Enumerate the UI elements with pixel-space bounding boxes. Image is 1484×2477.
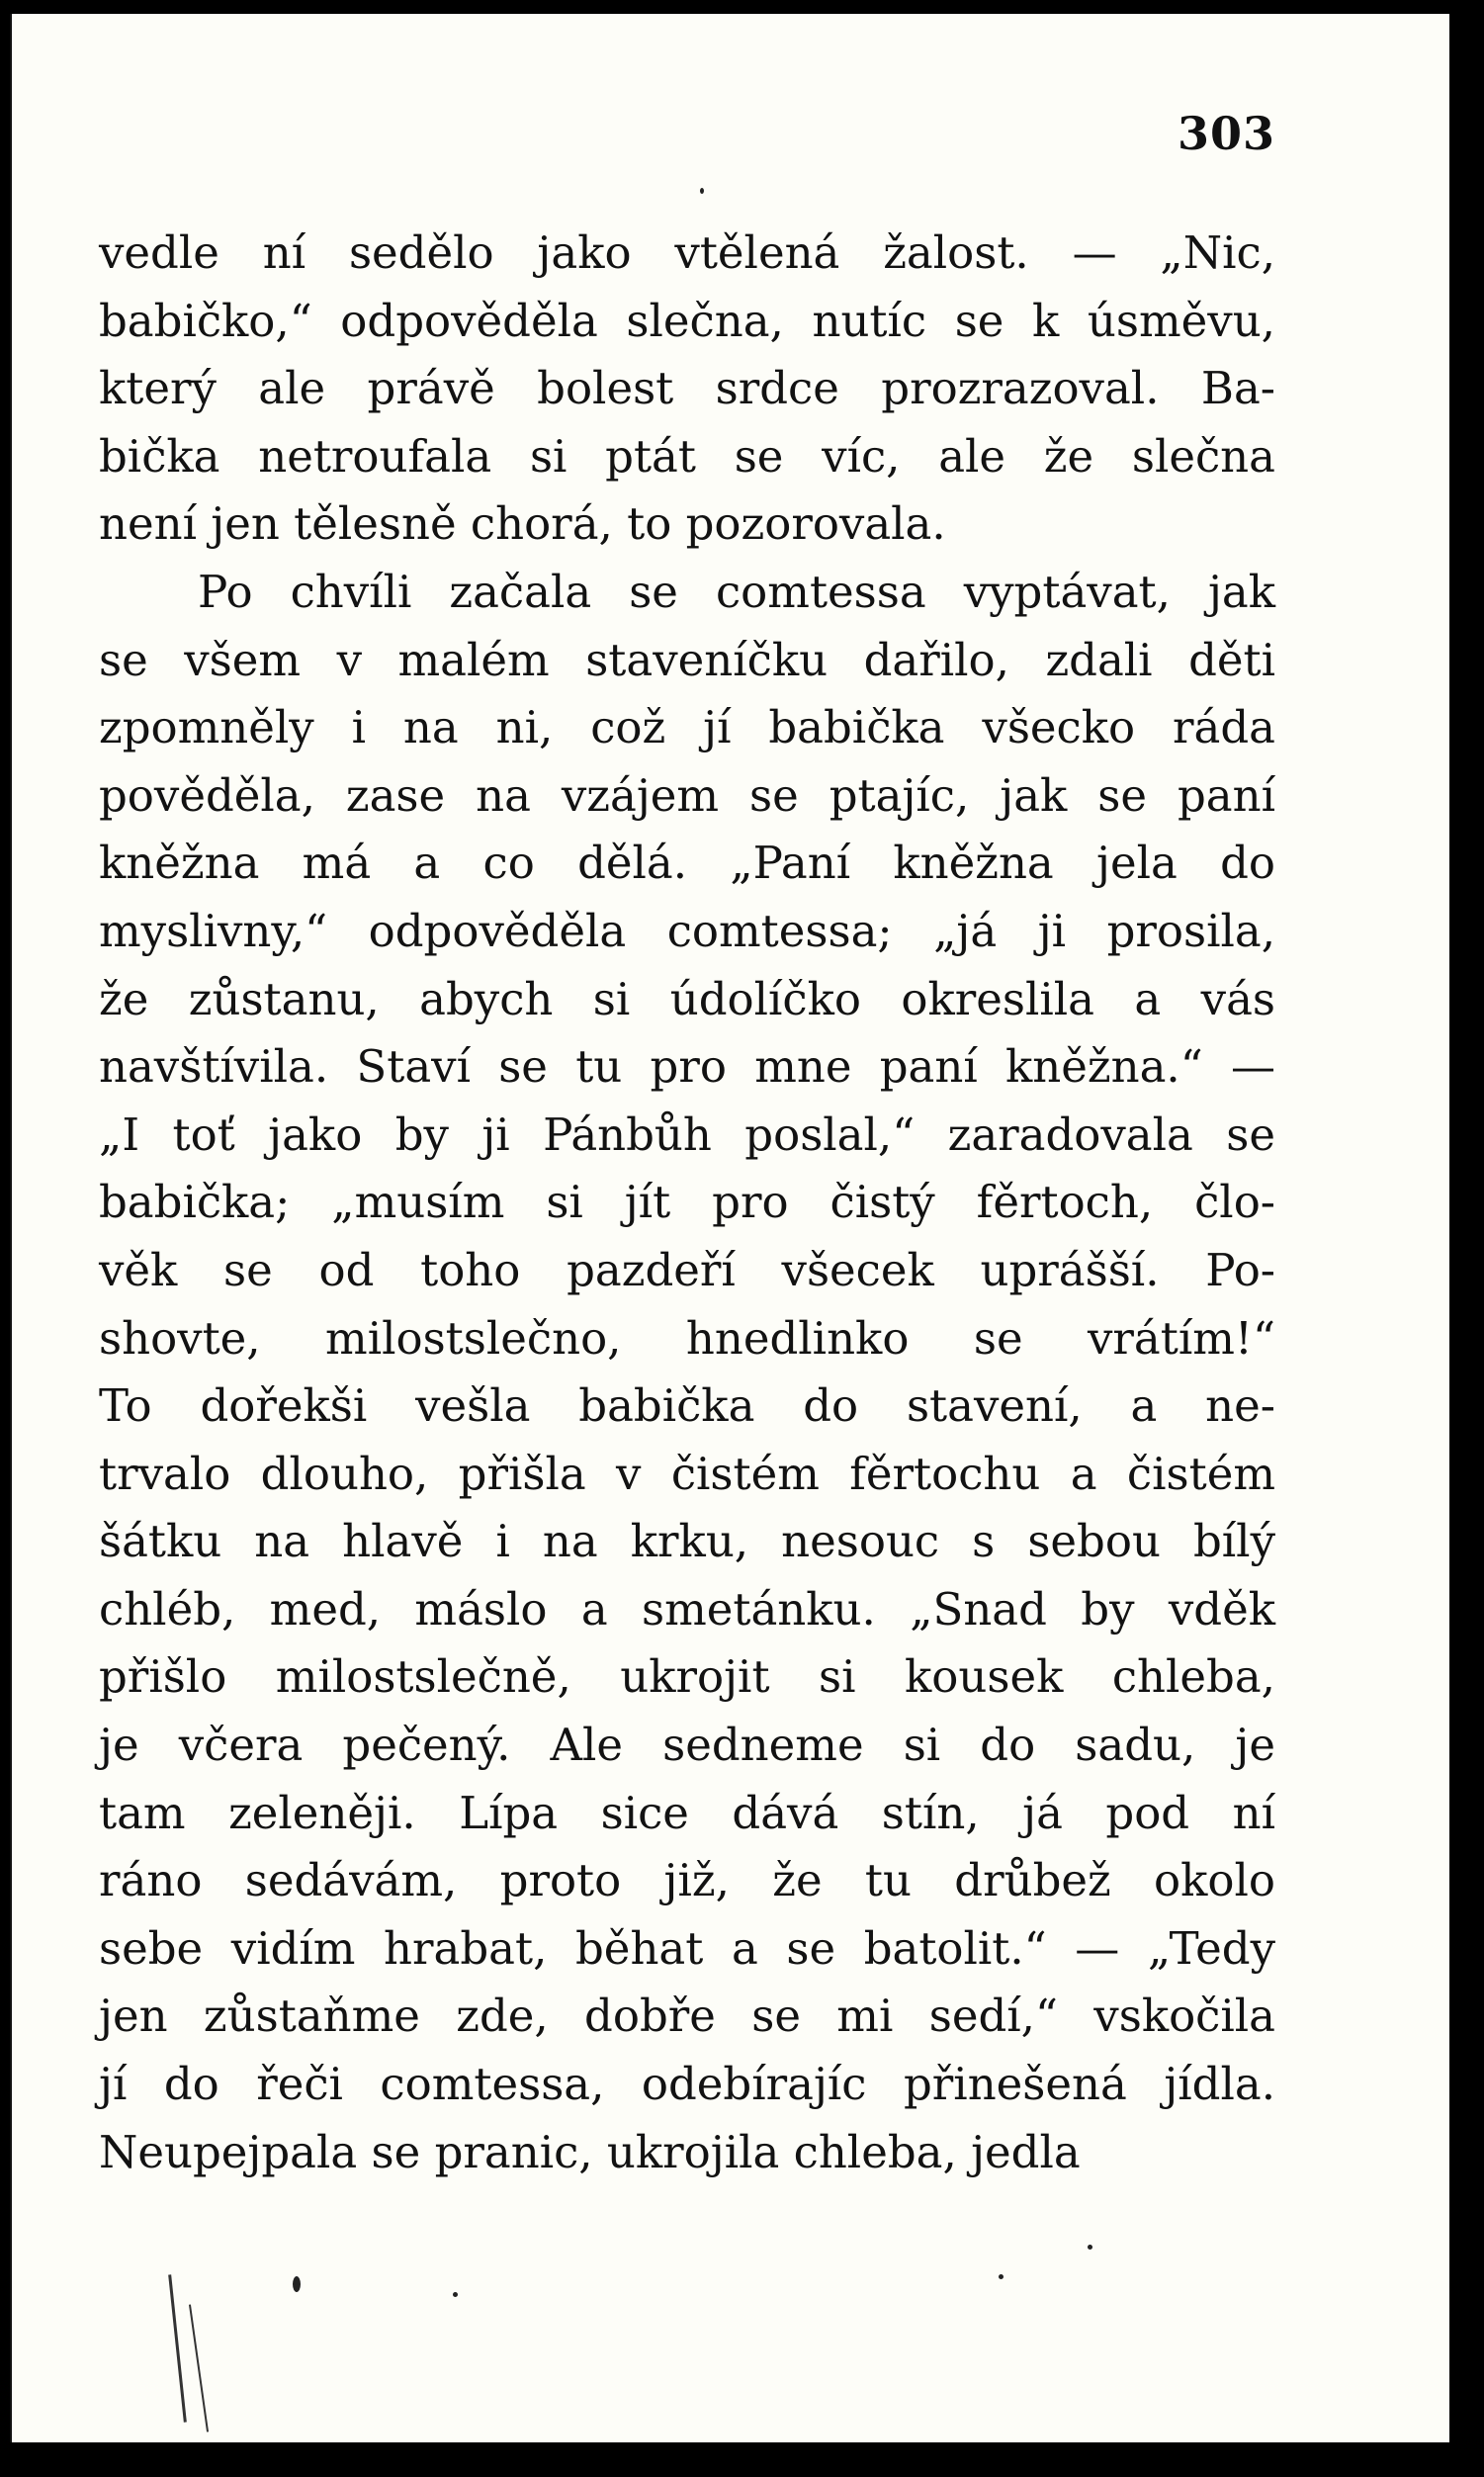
text-line: babičko,“ odpověděla slečna, nutíc se k úsměvu, xyxy=(99,294,1275,347)
body-text xyxy=(99,220,1275,2186)
scan-border-right xyxy=(1449,14,1484,2477)
scan-speck xyxy=(453,2292,458,2297)
text-line: Neupejpala se pranic, ukrojila chleba, jedla xyxy=(99,2125,1081,2178)
text-line: že zůstanu, abych si údolíčko okreslila a vás xyxy=(99,972,1275,1025)
text-line: je včera pečený. Ale sedneme si do sadu, je xyxy=(99,1719,1275,1772)
text-line: není jen tělesně chorá, to pozorovala. xyxy=(99,497,946,551)
scan-border-bottom xyxy=(0,2442,1484,2477)
text-line: trvalo dlouho, přišla v čistém fěrtochu a čistém xyxy=(99,1447,1275,1500)
text-line: kněžna má a co dělá. „Paní kněžna jela do xyxy=(99,837,1275,890)
scan-speck xyxy=(293,2276,301,2292)
text-line: myslivny,“ odpověděla comtessa; „já ji prosila, xyxy=(99,904,1275,957)
text-line: šátku na hlavě i na krku, nesouc s sebou bílý xyxy=(99,1515,1275,1568)
text-line: tam zeleněji. Lípa sice dává stín, já pod ní xyxy=(99,1786,1275,1839)
scan-speck xyxy=(700,188,704,194)
text-line: který ale právě bolest srdce prozrazoval. Ba- xyxy=(99,362,1275,415)
text-line: navštívila. Staví se tu pro mne paní kněžna.“ — xyxy=(99,1040,1275,1094)
text-line: věk se od toho pazdeří všecek uprášší. Po- xyxy=(99,1243,1275,1296)
text-line: se všem v malém staveníčku dařilo, zdali děti xyxy=(99,633,1275,686)
text-line: babička; „musím si jít pro čistý fěrtoch, člo- xyxy=(99,1176,1275,1229)
text-line: To dořekši vešla babička do stavení, a ne- xyxy=(99,1379,1275,1433)
text-line: jí do řeči comtessa, odebírajíc přinešená jídla. xyxy=(99,2058,1275,2111)
text-line: bička netroufala si ptát se víc, ale že slečna xyxy=(99,429,1275,483)
page-number: 303 xyxy=(1177,107,1275,160)
text-line: chléb, med, máslo a smetánku. „Snad by vděk xyxy=(99,1582,1275,1636)
text-line: zpomněly i na ni, což jí babička všecko ráda xyxy=(99,701,1275,754)
text-line: jen zůstaňme zde, dobře se mi sedí,“ vskočila xyxy=(99,1990,1275,2043)
text-line: ráno sedávám, proto již, že tu drůbež okolo xyxy=(99,1854,1275,1907)
scan-speck xyxy=(999,2274,1004,2279)
text-line: shovte, milostslečno, hnedlinko se vrátím!“ xyxy=(99,1311,1275,1365)
scan-speck xyxy=(1088,2245,1092,2250)
text-line: pověděla, zase na vzájem se ptajíc, jak se paní xyxy=(99,768,1275,822)
text-line: přišlo milostslečně, ukrojit si kousek chleba, xyxy=(99,1650,1275,1704)
text-line: vedle ní sedělo jako vtělená žalost. — „Nic, xyxy=(99,226,1275,279)
text-line: Po chvíli začala se comtessa vyptávat, jak xyxy=(198,565,1275,618)
text-line: „I toť jako by ji Pánbůh poslal,“ zaradovala se xyxy=(99,1107,1275,1161)
text-line: sebe vidím hrabat, běhat a se batolit.“ — „Tedy xyxy=(99,1921,1275,1975)
